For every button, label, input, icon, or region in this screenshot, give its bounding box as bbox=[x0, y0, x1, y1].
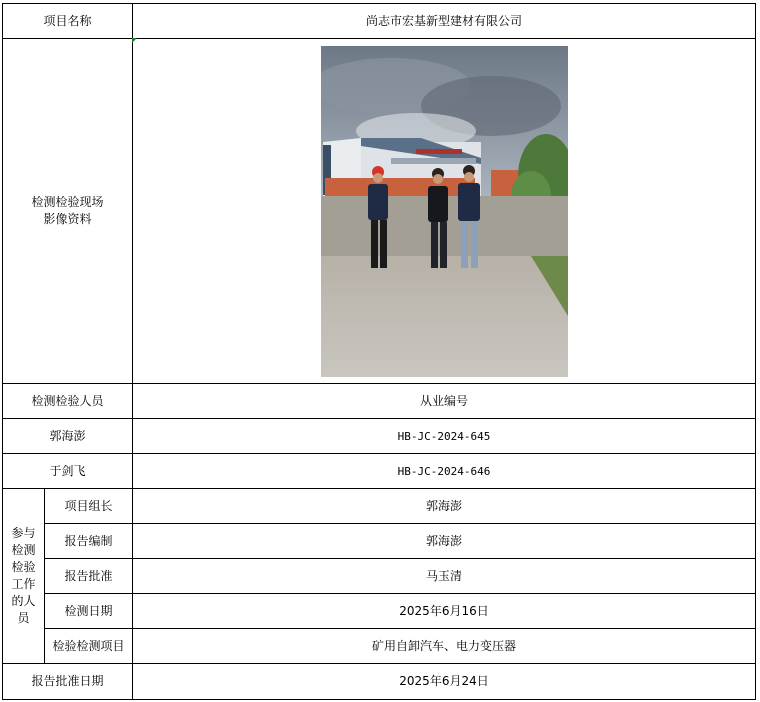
row-participant-1 bbox=[3, 489, 756, 524]
site-photo-label bbox=[3, 39, 133, 384]
inspector-id: HB-JC-2024-645 bbox=[133, 419, 756, 454]
participant-role-value: 矿用自卸汽车、电力变压器 bbox=[133, 629, 756, 664]
row-project-name bbox=[3, 4, 756, 39]
participant-role-label: 报告编制 bbox=[45, 524, 133, 559]
project-name-label: 项目名称 bbox=[3, 4, 133, 39]
row-inspector-2 bbox=[3, 454, 756, 489]
participant-role-value: 马玉清 bbox=[133, 559, 756, 594]
project-name-value: 尚志市宏基新型建材有限公司 bbox=[133, 4, 756, 39]
inspector-name: 于剑飞 bbox=[3, 454, 133, 489]
row-inspector-1 bbox=[3, 419, 756, 454]
participant-role-label: 检测日期 bbox=[45, 594, 133, 629]
inspector-id: HB-JC-2024-646 bbox=[133, 454, 756, 489]
personnel-header-label: 检测检验人员 bbox=[3, 384, 133, 419]
row-participant-3 bbox=[3, 559, 756, 594]
participant-role-value: 2025年6月16日 bbox=[133, 594, 756, 629]
approval-date-value: 2025年6月24日 bbox=[133, 664, 756, 700]
row-personnel-header bbox=[3, 384, 756, 419]
approval-date-label: 报告批准日期 bbox=[3, 664, 133, 700]
row-participant-4 bbox=[3, 594, 756, 629]
personnel-header-value: 从业编号 bbox=[133, 384, 756, 419]
participant-role-label: 检验检测项目 bbox=[45, 629, 133, 664]
row-site-photo bbox=[3, 39, 756, 384]
participants-group-label-text: 参与检测检验工作的人员 bbox=[11, 526, 36, 625]
inspection-info-table bbox=[2, 3, 756, 700]
inspector-name: 郭海澎 bbox=[3, 419, 133, 454]
row-participant-5 bbox=[3, 629, 756, 664]
participants-group-label bbox=[3, 489, 45, 664]
site-photo-label-text: 检测检验现场影像资料 bbox=[31, 195, 104, 226]
participant-role-label: 报告批准 bbox=[45, 559, 133, 594]
row-approval-date bbox=[3, 664, 756, 700]
site-photo-image bbox=[321, 46, 568, 377]
participant-role-label: 项目组长 bbox=[45, 489, 133, 524]
row-participant-2 bbox=[3, 524, 756, 559]
participant-role-value: 郭海澎 bbox=[133, 524, 756, 559]
cell-comment-marker bbox=[132, 38, 137, 43]
participant-role-value: 郭海澎 bbox=[133, 489, 756, 524]
site-photo-cell bbox=[133, 39, 756, 384]
